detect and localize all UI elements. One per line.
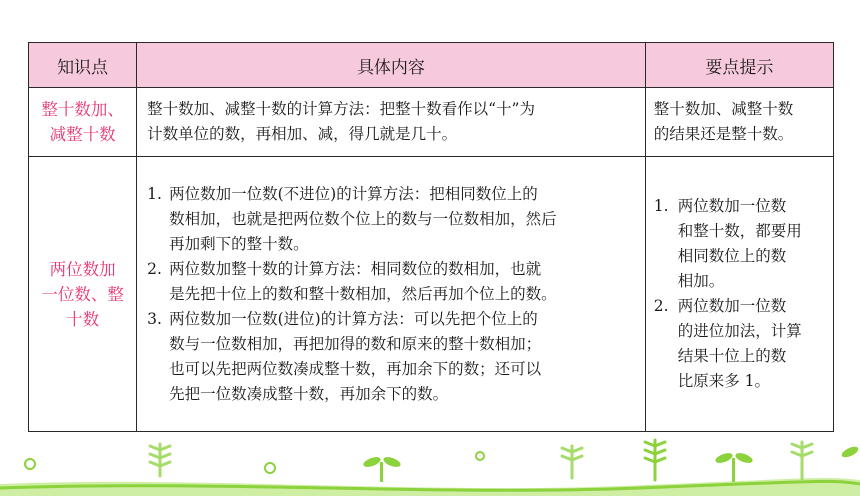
topic-line: 两位数加 (49, 259, 116, 279)
tips-line: 相同数位上的数 (677, 247, 787, 265)
item-number: 1. (147, 184, 162, 203)
list-item (147, 307, 641, 407)
item-number: 2. (653, 297, 669, 315)
content-line: 先把一位数凑成整十数，再加余下的数。 (169, 384, 449, 403)
tips-line: 比原来多 1。 (677, 372, 771, 390)
sprout-icon (362, 455, 402, 482)
list-item (147, 182, 641, 257)
tips-list (654, 194, 827, 394)
knowledge-table (28, 42, 834, 432)
topic-line: 一位数、整 (41, 284, 124, 304)
item-number: 1. (653, 197, 669, 215)
list-item (147, 257, 641, 307)
content-line: 计数单位的数，再相加、减，得几就是几十。 (147, 125, 458, 143)
sprout-decoration (0, 436, 860, 496)
leaf-icon (840, 445, 860, 460)
sprout-icon (714, 451, 754, 482)
decor-circle (25, 459, 35, 469)
table-header-row (29, 43, 834, 88)
header-content: 具体内容 (137, 43, 646, 88)
content-line: 数相加，也就是把两位数个位上的数与一位数相加，然后 (169, 209, 557, 228)
content-line: 是先把十位上的数和整十数相加，然后再加个位上的数。 (169, 284, 557, 303)
content-line: 再加剩下的整十数。 (169, 234, 309, 253)
content-line: 两位数加整十数的计算方法：相同数位的数相加，也就 (169, 259, 542, 278)
topic-cell (29, 88, 137, 157)
knowledge-table-container (28, 42, 834, 432)
fern-icon (645, 440, 665, 480)
content-line: 两位数加一位数(不进位)的计算方法：把相同数位上的 (169, 184, 538, 203)
list-item (654, 194, 827, 294)
topic-line: 减整十数 (49, 125, 116, 144)
decor-circle (476, 452, 484, 460)
fern-icon (150, 444, 170, 476)
item-number: 2. (147, 259, 162, 278)
list-item (654, 294, 827, 394)
tips-line: 整十数加、减整十数 (653, 100, 794, 118)
tips-cell (645, 157, 833, 432)
content-cell (137, 88, 646, 157)
content-line: 两位数加一位数(进位)的计算方法：可以先把个位上的 (169, 309, 538, 328)
tips-line: 的结果还是整十数。 (653, 125, 794, 143)
tips-line: 结果十位上的数 (677, 347, 787, 365)
tips-line: 两位数加一位数 (677, 197, 787, 215)
tips-line: 和整十数，都要用 (677, 222, 802, 240)
decor-circle (265, 463, 275, 473)
topic-line: 整十数加、 (41, 100, 124, 119)
content-cell (137, 157, 646, 432)
fern-icon (792, 442, 812, 480)
content-line: 整十数加、减整十数的计算方法：把整十数看作以“十”为 (147, 100, 535, 118)
table-row (29, 88, 834, 157)
content-line: 数与一位数相加，再把加得的数和原来的整十数相加； (169, 334, 542, 353)
tips-line: 相加。 (677, 272, 725, 290)
topic-cell (29, 157, 137, 432)
tips-cell (645, 88, 833, 157)
tips-line: 两位数加一位数 (677, 297, 787, 315)
tips-line: 的进位加法，计算 (677, 322, 802, 340)
header-topic: 知识点 (29, 43, 137, 88)
topic-line: 十数 (66, 309, 100, 329)
header-tips: 要点提示 (645, 43, 833, 88)
fern-icon (562, 446, 582, 478)
content-list (147, 182, 641, 407)
table-row (29, 157, 834, 432)
item-number: 3. (147, 309, 162, 328)
content-line: 也可以先把两位数凑成整十数，再加余下的数；还可以 (169, 359, 542, 378)
